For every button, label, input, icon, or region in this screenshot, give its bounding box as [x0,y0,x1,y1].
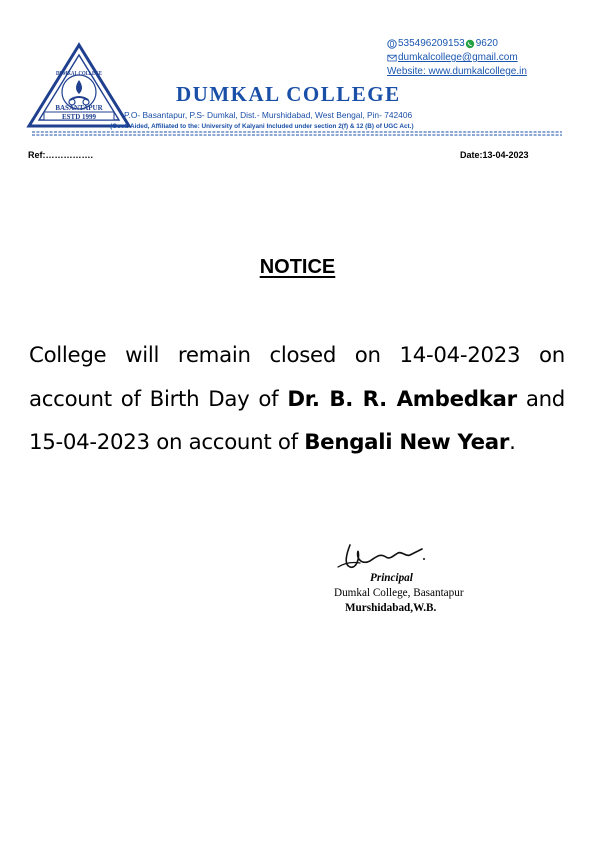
notice-bold-ambedkar: Dr. B. R. Ambedkar [287,386,517,412]
phone-icon [387,39,397,49]
logo-place-text: BASANTAPUR [55,104,103,112]
phone-line [387,37,527,51]
header-double-rule [32,131,562,136]
notice-date: Date:13-04-2023 [460,150,529,160]
notice-text-part-1: College will remain closed on 14-04-2023 on account of Birth Day of [29,343,565,412]
reference-number: Ref:……………. [28,150,93,160]
college-logo [26,42,132,130]
notice-bold-new-year: Bengali New Year [304,430,510,455]
notice-body [29,334,565,465]
college-address: P.O- Basantapur, P.S- Dumkal, Dist.- Murshidabad, West Bengal, Pin- 742406 [124,110,413,120]
contact-block [387,37,527,79]
signatory-college: Dumkal College, Basantapur [334,587,464,599]
whatsapp-icon [465,39,475,49]
logo-estd-text: ESTD 1999 [61,113,97,121]
signatory-block [310,571,464,616]
college-name: DUMKAL COLLEGE [176,82,401,106]
principal-signature [336,541,432,573]
whatsapp-number[interactable]: 9620 [475,38,498,49]
signatory-title: Principal [370,572,413,584]
mail-icon [387,53,397,63]
website-link[interactable]: Website: www.dumkalcollege.in [387,66,527,77]
notice-text-part-2: and 15-04-2023 on account of [29,386,566,455]
website-line [387,65,527,79]
email-line [387,51,527,65]
phone-number[interactable]: 535496209153 [398,38,465,49]
logo-ring-text: DUMKAL COLLEGE [56,71,102,77]
notice-title: NOTICE [259,256,336,278]
signatory-district: Murshidabad,W.B. [345,602,437,614]
notice-text-part-3: . [509,430,516,455]
email-link[interactable]: dumkalcollege@gmail.com [398,52,518,63]
college-affiliation: (Govt. Aided, Affiliated to the: University of Kalyani Included under section 2(f) & 12 (B) of UGC Act.) [110,123,414,130]
